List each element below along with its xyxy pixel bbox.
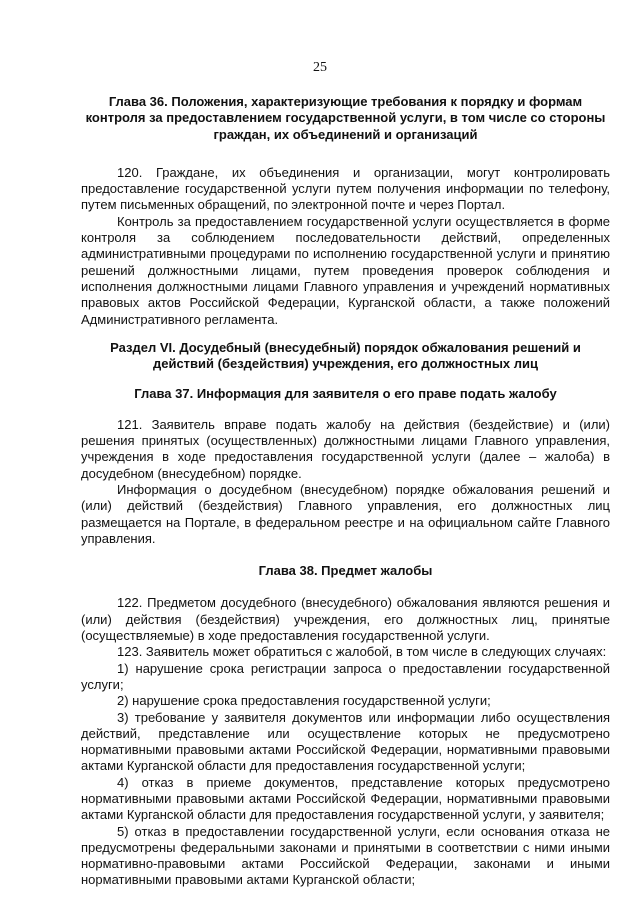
paragraph-122: 122. Предметом досудебного (внесудебного) обжалования являются решения и (или) действия (бездействия) учреждения, его должностных лиц, принятые (осуществляемые) в ходе предоставления государственной услуги. xyxy=(81,595,610,644)
list-item: 2) нарушение срока предоставления государственной услуги; xyxy=(117,693,491,709)
chapter-36-title: Глава 36. Положения, характеризующие требования к порядку и формам контроля за предоставлением государственной услуги, в том числе со стороны граждан, их объединений и организаций xyxy=(85,94,606,142)
list-item: 3) требование у заявителя документов или информации либо осуществления действий, представление или осуществление которых не предусмотрено нормативными правовыми актами Российской Федерации, нормативными правовыми актами Курганской области для предоставления государственной услуги; xyxy=(81,709,610,774)
list-item: 4) отказ в приеме документов, представление которых предусмотрено нормативными правовыми актами Российской Федерации, нормативными правовыми актами Курганской области для предоставления государственной услуги, у заявителя; xyxy=(81,774,610,823)
list-item: 1) нарушение срока регистрации запроса о предоставлении государственной услуги; xyxy=(81,660,610,692)
chapter-37-title: Глава 37. Информация для заявителя о его праве подать жалобу xyxy=(134,386,557,402)
paragraph-121: 121. Заявитель вправе подать жалобу на действия (бездействие) и (или) решения принятых (осуществленных) должностными лицами Главного управления, учреждения в ходе предоставления государственной услуги (далее – жалоба) в досудебном (внесудебном) порядке. xyxy=(81,416,610,481)
paragraph-120-control: Контроль за предоставлением государственной услуги осуществляется в форме контроля за соблюдением последовательности действий, определенных административными процедурами по исполнению государственной услуги и принятию решений должностными лицами, путем проведения проверок соблюдения и исполнения должностными лицами Главного управления и учреждений нормативных правовых актов Российской Федерации, Курганской области, а также положений Административного регламента. xyxy=(81,213,610,327)
chapter-38-title: Глава 38. Предмет жалобы xyxy=(258,563,433,579)
paragraph-120: 120. Граждане, их объединения и организации, могут контролировать предоставление государственной услуги путем получения информации по телефону, путем письменных обращений, по электронной почте и через Портал. xyxy=(81,164,610,213)
page-number: 25 xyxy=(313,60,327,75)
paragraph-121-info: Информация о досудебном (внесудебном) порядке обжалования решений и (или) действий (бездействия) Главного управления, его должностных лиц размещается на Портале, в федеральном реестре и на официальном сайте Главного управления. xyxy=(81,481,610,546)
page-content xyxy=(81,94,610,889)
paragraph-123: 123. Заявитель может обратиться с жалобой, в том числе в следующих случаях: xyxy=(117,644,607,660)
section-6-title: Раздел VI. Досудебный (внесудебный) порядок обжалования решений и действий (бездействия) учреждения, его должностных лиц xyxy=(110,339,581,372)
list-item: 5) отказ в предоставлении государственной услуги, если основания отказа не предусмотрены федеральными законами и принятыми в соответствии с ними иными нормативно-правовыми актами Российской Федерации, законами и иными нормативными правовыми актами Курганской области; xyxy=(81,823,610,888)
